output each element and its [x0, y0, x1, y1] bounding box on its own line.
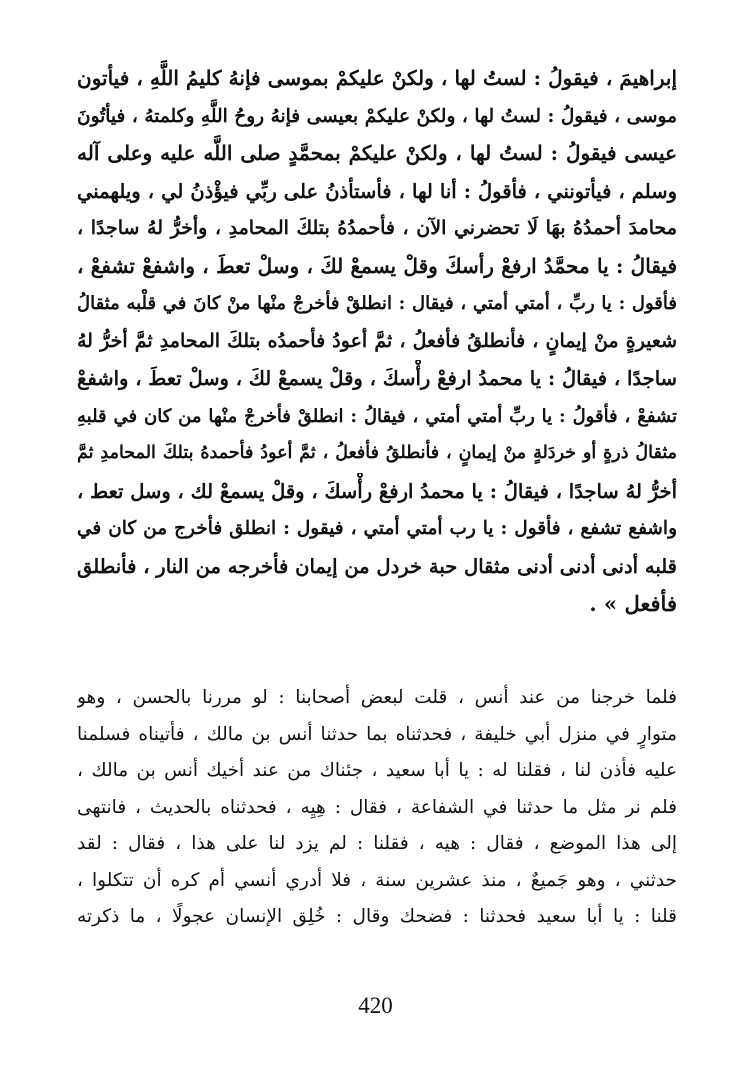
text-line: عليه فأذن لنا ، فقلنا له : يا أبا سعيد ، جئناك من عند أخيك أنس بن مالك ، — [77, 760, 677, 781]
text-line: عيسى فيقولُ : لستُ لها ، ولكنْ عليكمْ بمحمَّدٍ صلى اللَّه عليه وعلى آله — [77, 141, 677, 165]
text-line: فأقول : يا ربِّ ، أمتي أمتي ، فيقال : انطلقْ فأخرجْ منْها منْ كانَ في قلْبه مثقالُ — [77, 293, 677, 314]
text-line: محامدَ أحمدُهُ بهَا لَا تحضرني الآن ، فأحمدُهُ بتلكَ المحامدِ ، وأخرُّ لهُ ساجدًا ، — [77, 217, 677, 239]
page-number: 420 — [358, 993, 393, 1018]
hadith-text-paragraph — [77, 60, 677, 623]
text-line: موسى ، فيقولُ : لستُ لها ، ولكنْ عليكمْ بعيسى فإنهُ روحُ اللَّهِ وكلمتهُ ، فيأتُونَ — [77, 105, 677, 127]
text-line: مثقالُ ذرةٍ أو خردَلةٍ منْ إيمانٍ ، فأنطلقُ فأفعلُ ، ثمَّ أعودُ فأحمدهُ بتلكَ المحامدِ ثمَّ — [77, 443, 677, 463]
text-line: فيقالُ : يا محمَّدُ ارفعْ رأسكَ وقلْ يسمعْ لكَ ، وسلْ تعطَ ، واشفعْ تشفعْ ، — [77, 253, 677, 278]
text-line: إبراهيمَ ، فيقولُ : لستُ لها ، ولكنْ عليكمْ بموسى فإنهُ كليمُ اللَّهِ ، فيأتون — [77, 66, 677, 90]
text-line: وسلم ، فيأتونني ، فأقولُ : أنا لها ، فأستأذنُ على ربِّي فيؤْذنُ لي ، ويلهمني — [77, 179, 677, 203]
text-line: فأفعل » . — [589, 591, 677, 616]
text-line: أخرُّ لهُ ساجدًا ، فيقالُ : يا محمدُ ارفعْ رأْسكَ ، وقلْ يسمعْ لك ، وسل تعط ، — [77, 479, 677, 503]
narration-paragraph — [77, 680, 677, 936]
text-line: إلى هذا الموضع ، فقال : هيه ، فقلنا : لم يزد لنا على هذا ، فقال : لقد — [77, 833, 677, 854]
text-line: واشفع تشفع ، فأقول : يا رب أمتي أمتي ، فيقول : انطلق فأخرج من كان في — [77, 518, 677, 539]
text-line: فلم نر مثل ما حدثنا في الشفاعة ، فقال : هِيِه ، فحدثناه بالحديث ، فانتهى — [77, 796, 677, 818]
text-line: فلما خرجنا من عند أنس ، قلت لبعض أصحابنا : لو مررنا بالحسن ، وهو — [77, 687, 677, 708]
text-line: متوارٍ في منزل أبي خليفة ، فحدثناه بما حدثنا أنس بن مالك ، فأتيناه فسلمنا — [77, 723, 677, 745]
text-line: شعيرةٍ منْ إيمانٍ ، فأنطلقُ فأفعلُ ، ثمَّ أعودُ فأحمدُه بتلكَ المحامدِ ثمَّ أخرُّ لهُ — [77, 329, 677, 352]
text-line: قلبه أدنى أدنى أدنى مثقال حبة خردل من إيمان فأخرجه من النار ، فأنطلق — [77, 554, 677, 578]
text-line: قلنا : يا أبا سعيد فحدثنا : فضحك وقال : خُلِق الإنسان عجولًا ، ما ذكرته — [77, 906, 677, 927]
text-line: حدثني ، وهو جَميعٌ ، منذ عشرين سنة ، فلا أدري أنسي أم كره أن تتكلوا ، — [77, 869, 677, 891]
text-line: تشفعْ ، فأقولُ : يا ربِّ أمتي أمتي ، فيقالُ : انطلقْ فأخرجْ منْها من كان في قلبهِ — [77, 405, 677, 427]
text-line: ساجدًا ، فيقالُ : يا محمدُ ارفعْ رأْسكَ ، وقلْ يسمعْ لكَ ، وسلْ تعطَ ، واشفعْ — [77, 367, 677, 390]
